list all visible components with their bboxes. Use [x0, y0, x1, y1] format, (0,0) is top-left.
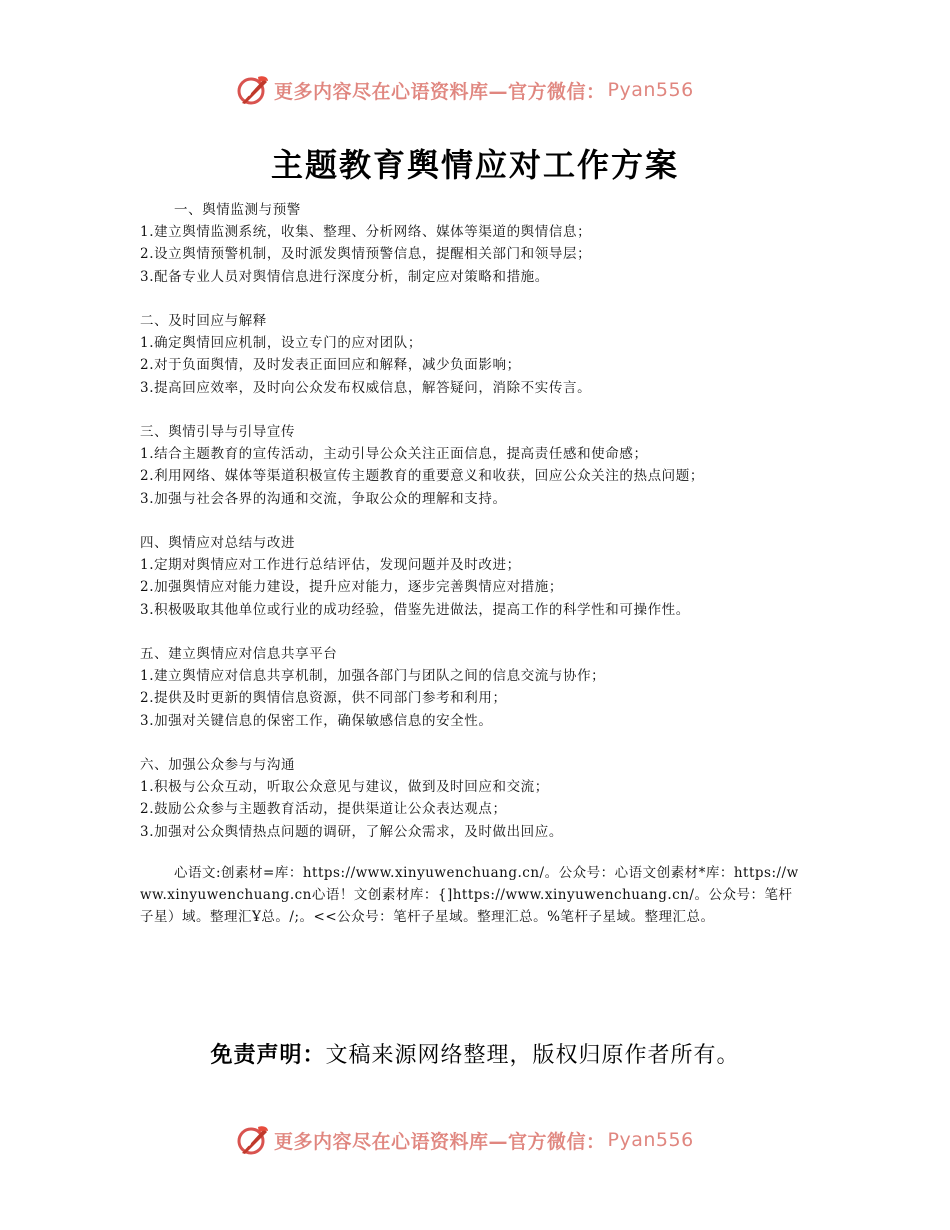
section-item: 1.定期对舆情应对工作进行总结评估，发现问题并及时改进；	[140, 557, 521, 574]
disclaimer	[0, 1038, 950, 1069]
disclaimer-label: 免责声明：	[210, 1043, 326, 1068]
banner-text: 更多内容尽在心语资料库—官方微信：	[274, 80, 606, 103]
banner-wechat-id: Pyan556	[607, 79, 694, 101]
section-item: 2.设立舆情预警机制，及时派发舆情预警信息，提醒相关部门和领导层；	[140, 246, 592, 263]
section-item: 3.加强对关键信息的保密工作，确保敏感信息的安全性。	[140, 712, 493, 729]
section-item: 1.确定舆情回应机制，设立专门的应对团队；	[140, 335, 422, 352]
section-heading: 三、舆情引导与引导宣传	[140, 424, 296, 440]
section-item: 2.加强舆情应对能力建设，提升应对能力，逐步完善舆情应对措施；	[140, 579, 563, 596]
section-4	[140, 532, 820, 621]
disclaimer-text: 文稿来源网络整理，版权归原作者所有。	[325, 1043, 740, 1068]
section-item: 3.积极吸取其他单位或行业的成功经验，借鉴先进做法，提高工作的科学性和可操作性。	[140, 601, 690, 618]
section-item: 2.提供及时更新的舆情信息资源，供不同部门参考和利用；	[140, 690, 507, 707]
quill-logo-icon	[236, 1123, 270, 1157]
section-item: 1.积极与公众互动，听取公众意见与建议，做到及时回应和交流；	[140, 779, 549, 796]
section-heading: 一、舆情监测与预警	[174, 202, 301, 218]
section-item: 3.加强对公众舆情热点问题的调研，了解公众需求，及时做出回应。	[140, 823, 563, 840]
section-item: 2.鼓励公众参与主题教育活动，提供渠道让公众表达观点；	[140, 801, 507, 818]
section-item: 2.利用网络、媒体等渠道积极宣传主题教育的重要意义和收获，回应公众关注的热点问题；	[140, 468, 704, 485]
section-heading: 二、及时回应与解释	[140, 313, 267, 329]
header-banner	[236, 70, 716, 110]
section-2	[140, 310, 820, 399]
source-note-paragraph: 心语文:创素材=库：https://www.xinyuwenchuang.cn/。公众号：心语文创素材*库：https://www.xinyuwenchuang.cn心语！文创素材库：{]https://www.xinyuwenchuang.cn/。公众号：笔杆子星）域。整理汇Ұ总。/;。<<公众号：笔杆子星域。整理汇总。%笔杆子星域。整理汇总。	[140, 865, 799, 926]
section-item: 3.提高回应效率，及时向公众发布权威信息，解答疑问，消除不实传言。	[140, 379, 592, 396]
section-item: 2.对于负面舆情，及时发表正面回应和解释，减少负面影响；	[140, 357, 521, 374]
quill-logo-icon	[236, 73, 270, 107]
section-1	[140, 199, 820, 288]
section-heading: 四、舆情应对总结与改进	[140, 535, 296, 551]
section-heading: 六、加强公众参与与沟通	[140, 757, 296, 773]
section-6	[140, 754, 820, 843]
document-title: 主题教育舆情应对工作方案	[270, 146, 679, 184]
document-body	[140, 199, 820, 865]
section-item: 1.结合主题教育的宣传活动，主动引导公众关注正面信息，提高责任感和使命感；	[140, 446, 648, 463]
banner-text: 更多内容尽在心语资料库—官方微信：	[274, 1130, 606, 1153]
footer-banner	[236, 1120, 716, 1160]
banner-wechat-id: Pyan556	[607, 1129, 694, 1151]
section-item: 1.建立舆情应对信息共享机制，加强各部门与团队之间的信息交流与协作；	[140, 668, 606, 685]
section-item: 1.建立舆情监测系统，收集、整理、分析网络、媒体等渠道的舆情信息；	[140, 224, 592, 241]
section-heading: 五、建立舆情应对信息共享平台	[140, 646, 338, 662]
section-item: 3.加强与社会各界的沟通和交流，争取公众的理解和支持。	[140, 490, 507, 507]
section-3	[140, 421, 820, 510]
section-5	[140, 643, 820, 732]
section-item: 3.配备专业人员对舆情信息进行深度分析，制定应对策略和措施。	[140, 268, 549, 285]
